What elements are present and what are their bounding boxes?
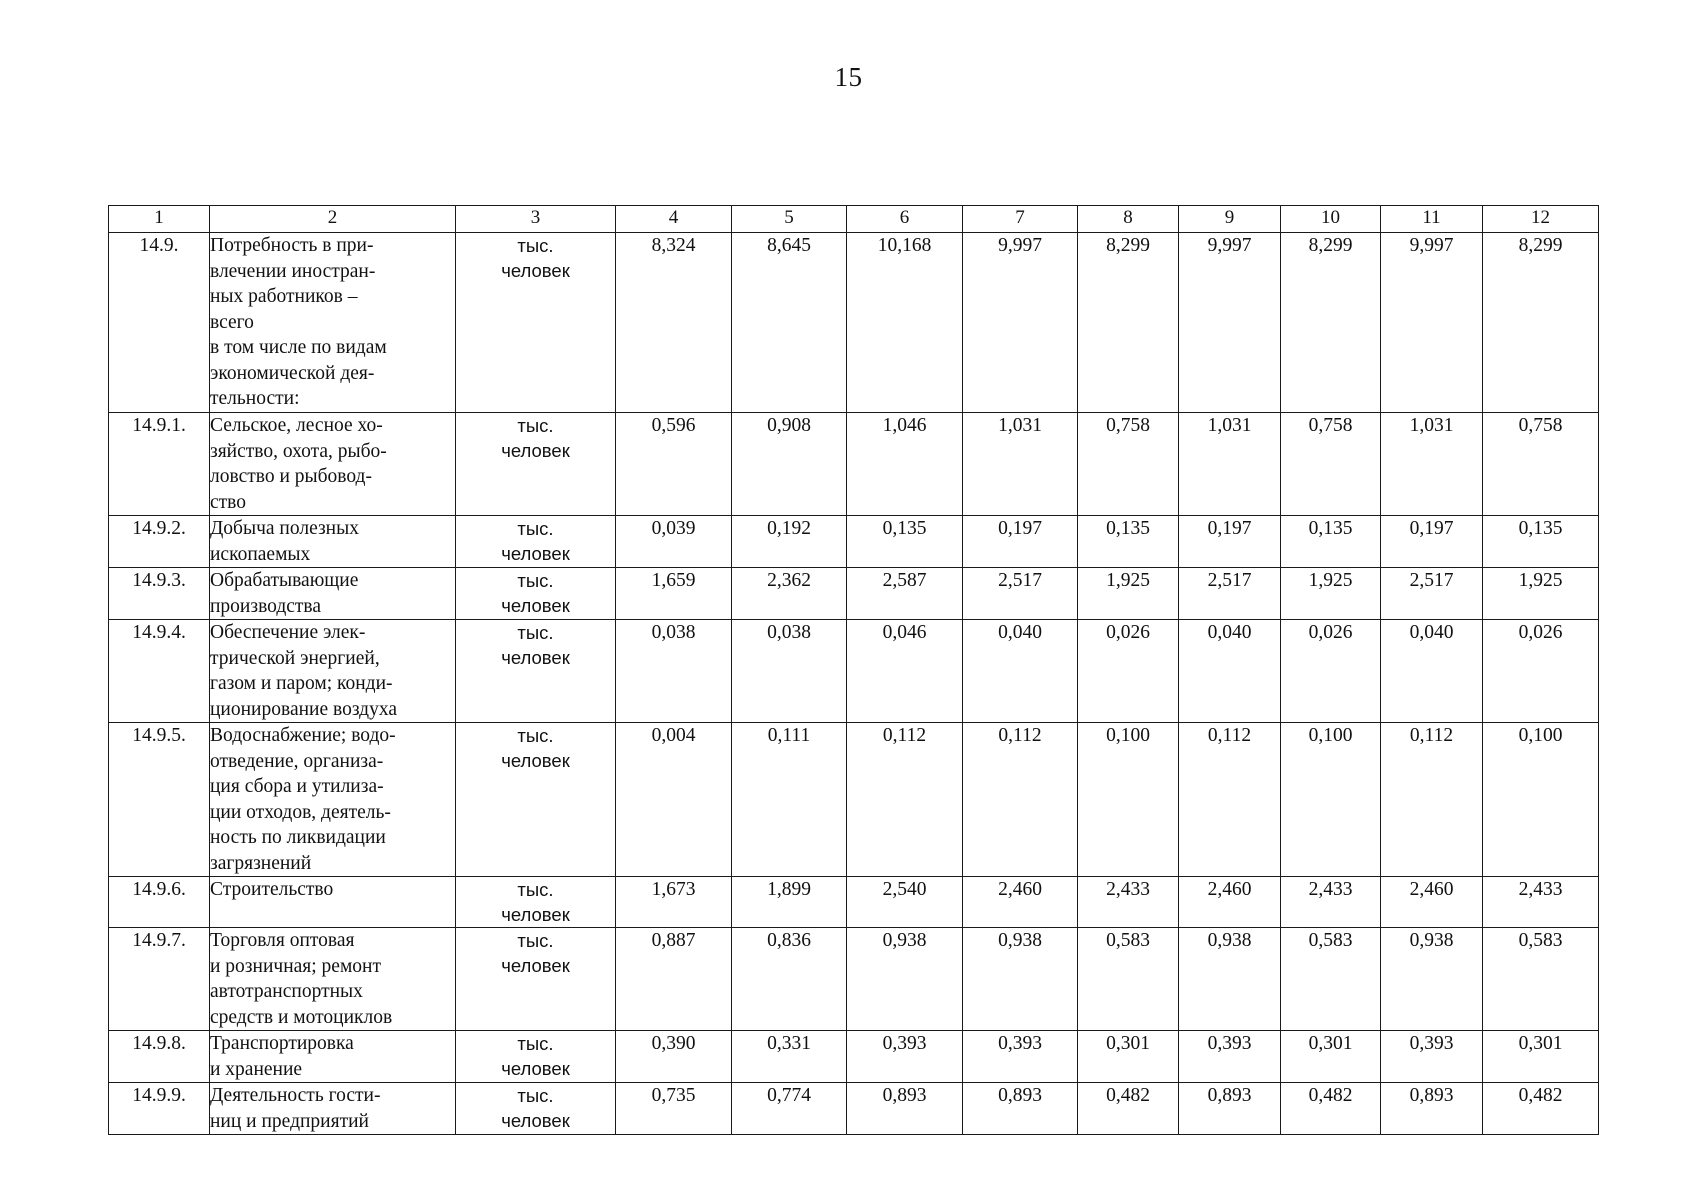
value-cell: 0,908 bbox=[732, 413, 847, 516]
table-row bbox=[109, 1031, 1599, 1083]
value-cell: 2,517 bbox=[1381, 568, 1483, 620]
row-name-line: ных работников – bbox=[210, 286, 358, 307]
row-unit-line: тыс. bbox=[517, 622, 554, 643]
row-unit-line: тыс. bbox=[517, 1085, 554, 1106]
row-name-line: Торговля оптовая bbox=[210, 930, 355, 951]
row-name bbox=[210, 1031, 456, 1083]
table-row bbox=[109, 233, 1599, 413]
row-name-line: ископаемых bbox=[210, 543, 311, 565]
value-cell: 0,100 bbox=[1078, 723, 1179, 877]
row-unit-line: человек bbox=[501, 1110, 570, 1131]
row-name-line: Сельское, лесное хо- bbox=[210, 415, 383, 436]
value-cell: 0,026 bbox=[1483, 620, 1599, 723]
column-number-header: 9 bbox=[1179, 206, 1281, 233]
value-cell: 0,301 bbox=[1483, 1031, 1599, 1083]
value-cell: 0,735 bbox=[616, 1083, 732, 1135]
column-number-header: 4 bbox=[616, 206, 732, 233]
row-name-line: влечении иностран- bbox=[210, 260, 376, 282]
value-cell: 8,324 bbox=[616, 233, 732, 413]
value-cell: 0,197 bbox=[963, 516, 1078, 568]
column-number-header: 2 bbox=[210, 206, 456, 233]
value-cell: 0,112 bbox=[963, 723, 1078, 877]
row-name-line: зяйство, охота, рыбо- bbox=[210, 440, 387, 462]
table-row bbox=[109, 1083, 1599, 1135]
row-unit bbox=[456, 516, 616, 568]
table-row bbox=[109, 877, 1599, 928]
row-unit bbox=[456, 568, 616, 620]
value-cell: 2,460 bbox=[1381, 877, 1483, 928]
row-unit-line: тыс. bbox=[517, 1033, 554, 1054]
column-number-row bbox=[109, 206, 1599, 233]
row-name-line: Водоснабжение; водо- bbox=[210, 725, 396, 746]
value-cell: 2,362 bbox=[732, 568, 847, 620]
value-cell: 1,031 bbox=[1381, 413, 1483, 516]
value-cell: 0,583 bbox=[1281, 928, 1381, 1031]
row-code: 14.9.3. bbox=[109, 568, 210, 620]
value-cell: 9,997 bbox=[1179, 233, 1281, 413]
table-row bbox=[109, 568, 1599, 620]
value-cell: 2,460 bbox=[1179, 877, 1281, 928]
row-name bbox=[210, 928, 456, 1031]
row-name bbox=[210, 516, 456, 568]
value-cell: 0,893 bbox=[1179, 1083, 1281, 1135]
row-name bbox=[210, 568, 456, 620]
value-cell: 0,393 bbox=[1179, 1031, 1281, 1083]
column-number-header: 3 bbox=[456, 206, 616, 233]
row-code: 14.9.2. bbox=[109, 516, 210, 568]
value-cell: 0,112 bbox=[1179, 723, 1281, 877]
value-cell: 0,038 bbox=[616, 620, 732, 723]
row-name-line: ционирование воздуха bbox=[210, 698, 397, 720]
value-cell: 0,301 bbox=[1281, 1031, 1381, 1083]
value-cell: 0,135 bbox=[1281, 516, 1381, 568]
row-unit-line: тыс. bbox=[517, 879, 554, 900]
row-name-line: ловство и рыбовод- bbox=[210, 466, 372, 487]
value-cell: 2,460 bbox=[963, 877, 1078, 928]
row-unit-line: тыс. bbox=[517, 570, 554, 591]
value-cell: 1,673 bbox=[616, 877, 732, 928]
row-unit bbox=[456, 233, 616, 413]
value-cell: 0,197 bbox=[1179, 516, 1281, 568]
value-cell: 0,390 bbox=[616, 1031, 732, 1083]
value-cell: 0,938 bbox=[847, 928, 963, 1031]
row-name-line: и хранение bbox=[210, 1058, 303, 1080]
row-unit-line: человек bbox=[501, 440, 570, 461]
value-cell: 1,925 bbox=[1281, 568, 1381, 620]
value-cell: 0,039 bbox=[616, 516, 732, 568]
table-row bbox=[109, 620, 1599, 723]
row-name-line: Строительство bbox=[210, 879, 334, 900]
value-cell: 9,997 bbox=[963, 233, 1078, 413]
row-code: 14.9.8. bbox=[109, 1031, 210, 1083]
row-code: 14.9.4. bbox=[109, 620, 210, 723]
value-cell: 0,583 bbox=[1483, 928, 1599, 1031]
value-cell: 2,517 bbox=[963, 568, 1078, 620]
value-cell: 0,135 bbox=[1078, 516, 1179, 568]
row-name-line: в том числе по видам bbox=[210, 337, 387, 358]
value-cell: 0,197 bbox=[1381, 516, 1483, 568]
value-cell: 0,040 bbox=[1381, 620, 1483, 723]
row-unit bbox=[456, 413, 616, 516]
value-cell: 0,040 bbox=[1179, 620, 1281, 723]
row-code: 14.9.9. bbox=[109, 1083, 210, 1135]
value-cell: 8,299 bbox=[1281, 233, 1381, 413]
row-name-line: автотранспортных bbox=[210, 981, 363, 1002]
value-cell: 0,301 bbox=[1078, 1031, 1179, 1083]
row-unit-line: человек bbox=[501, 543, 570, 564]
row-name-line: экономической дея- bbox=[210, 362, 375, 384]
value-cell: 2,433 bbox=[1483, 877, 1599, 928]
column-number-header: 1 bbox=[109, 206, 210, 233]
row-unit-line: тыс. bbox=[517, 518, 554, 539]
row-unit-line: человек bbox=[501, 595, 570, 616]
value-cell: 2,540 bbox=[847, 877, 963, 928]
row-unit-line: тыс. bbox=[517, 235, 554, 256]
value-cell: 10,168 bbox=[847, 233, 963, 413]
value-cell: 0,938 bbox=[1381, 928, 1483, 1031]
value-cell: 0,038 bbox=[732, 620, 847, 723]
value-cell: 0,758 bbox=[1281, 413, 1381, 516]
value-cell: 0,135 bbox=[1483, 516, 1599, 568]
table-row bbox=[109, 516, 1599, 568]
value-cell: 0,938 bbox=[1179, 928, 1281, 1031]
value-cell: 0,887 bbox=[616, 928, 732, 1031]
value-cell: 1,659 bbox=[616, 568, 732, 620]
row-name-line: Деятельность гости- bbox=[210, 1085, 381, 1106]
row-name bbox=[210, 1083, 456, 1135]
row-unit-line: человек bbox=[501, 904, 570, 925]
data-table bbox=[108, 205, 1599, 1135]
value-cell: 0,112 bbox=[1381, 723, 1483, 877]
row-name bbox=[210, 877, 456, 928]
value-cell: 0,393 bbox=[963, 1031, 1078, 1083]
column-number-header: 6 bbox=[847, 206, 963, 233]
table-row bbox=[109, 723, 1599, 877]
row-name-line: ность по ликвидации bbox=[210, 827, 386, 848]
row-code: 14.9.7. bbox=[109, 928, 210, 1031]
row-unit-line: человек bbox=[501, 647, 570, 668]
row-name-line: тельности: bbox=[210, 388, 300, 409]
row-code: 14.9.5. bbox=[109, 723, 210, 877]
row-name-line: отведение, организа- bbox=[210, 750, 384, 772]
row-unit bbox=[456, 620, 616, 723]
value-cell: 0,026 bbox=[1281, 620, 1381, 723]
value-cell: 2,587 bbox=[847, 568, 963, 620]
value-cell: 0,758 bbox=[1483, 413, 1599, 516]
row-name bbox=[210, 233, 456, 413]
column-number-header: 10 bbox=[1281, 206, 1381, 233]
value-cell: 0,331 bbox=[732, 1031, 847, 1083]
row-name-line: Обрабатывающие bbox=[210, 570, 359, 591]
value-cell: 0,135 bbox=[847, 516, 963, 568]
row-name-line: ство bbox=[210, 491, 247, 513]
value-cell: 0,482 bbox=[1281, 1083, 1381, 1135]
row-name-line: газом и паром; конди- bbox=[210, 673, 393, 694]
row-unit-line: человек bbox=[501, 955, 570, 976]
value-cell: 0,004 bbox=[616, 723, 732, 877]
value-cell: 0,938 bbox=[963, 928, 1078, 1031]
value-cell: 1,031 bbox=[1179, 413, 1281, 516]
value-cell: 0,111 bbox=[732, 723, 847, 877]
row-unit-line: тыс. bbox=[517, 930, 554, 951]
value-cell: 0,774 bbox=[732, 1083, 847, 1135]
value-cell: 1,925 bbox=[1078, 568, 1179, 620]
row-name-line: Обеспечение элек- bbox=[210, 622, 366, 643]
column-number-header: 11 bbox=[1381, 206, 1483, 233]
row-unit-line: человек bbox=[501, 750, 570, 771]
value-cell: 0,758 bbox=[1078, 413, 1179, 516]
value-cell: 0,100 bbox=[1483, 723, 1599, 877]
value-cell: 9,997 bbox=[1381, 233, 1483, 413]
row-unit-line: тыс. bbox=[517, 415, 554, 436]
value-cell: 1,046 bbox=[847, 413, 963, 516]
row-name-line: средств и мотоциклов bbox=[210, 1006, 393, 1028]
row-name-line: ции отходов, деятель- bbox=[210, 801, 391, 823]
column-number-header: 5 bbox=[732, 206, 847, 233]
value-cell: 0,192 bbox=[732, 516, 847, 568]
column-number-header: 12 bbox=[1483, 206, 1599, 233]
value-cell: 0,046 bbox=[847, 620, 963, 723]
value-cell: 0,893 bbox=[1381, 1083, 1483, 1135]
value-cell: 0,112 bbox=[847, 723, 963, 877]
table-row bbox=[109, 413, 1599, 516]
value-cell: 0,893 bbox=[963, 1083, 1078, 1135]
row-unit-line: человек bbox=[501, 1058, 570, 1079]
value-cell: 1,925 bbox=[1483, 568, 1599, 620]
row-code: 14.9. bbox=[109, 233, 210, 413]
row-name-line: Потребность в при- bbox=[210, 235, 374, 256]
value-cell: 8,299 bbox=[1483, 233, 1599, 413]
row-unit-line: тыс. bbox=[517, 725, 554, 746]
row-name bbox=[210, 413, 456, 516]
row-name-line: загрязнений bbox=[210, 852, 312, 874]
value-cell: 0,482 bbox=[1078, 1083, 1179, 1135]
value-cell: 0,893 bbox=[847, 1083, 963, 1135]
value-cell: 0,393 bbox=[847, 1031, 963, 1083]
row-name-line: ниц и предприятий bbox=[210, 1110, 369, 1132]
value-cell: 2,433 bbox=[1281, 877, 1381, 928]
column-number-header: 8 bbox=[1078, 206, 1179, 233]
value-cell: 0,836 bbox=[732, 928, 847, 1031]
row-unit bbox=[456, 1031, 616, 1083]
value-cell: 1,899 bbox=[732, 877, 847, 928]
column-number-header: 7 bbox=[963, 206, 1078, 233]
value-cell: 0,040 bbox=[963, 620, 1078, 723]
table-row bbox=[109, 928, 1599, 1031]
value-cell: 8,645 bbox=[732, 233, 847, 413]
row-name-line: трической энергией, bbox=[210, 647, 380, 669]
value-cell: 0,100 bbox=[1281, 723, 1381, 877]
row-code: 14.9.1. bbox=[109, 413, 210, 516]
row-code: 14.9.6. bbox=[109, 877, 210, 928]
value-cell: 0,393 bbox=[1381, 1031, 1483, 1083]
row-name-line: и розничная; ремонт bbox=[210, 955, 381, 977]
value-cell: 2,517 bbox=[1179, 568, 1281, 620]
value-cell: 0,482 bbox=[1483, 1083, 1599, 1135]
row-name-line: всего bbox=[210, 311, 254, 333]
row-name-line: Транспортировка bbox=[210, 1033, 354, 1054]
value-cell: 8,299 bbox=[1078, 233, 1179, 413]
row-name bbox=[210, 620, 456, 723]
row-unit bbox=[456, 928, 616, 1031]
value-cell: 0,583 bbox=[1078, 928, 1179, 1031]
row-name-line: Добыча полезных bbox=[210, 518, 359, 539]
row-name bbox=[210, 723, 456, 877]
row-unit bbox=[456, 877, 616, 928]
row-unit bbox=[456, 723, 616, 877]
row-name-line: производства bbox=[210, 595, 322, 617]
value-cell: 0,026 bbox=[1078, 620, 1179, 723]
value-cell: 2,433 bbox=[1078, 877, 1179, 928]
row-unit bbox=[456, 1083, 616, 1135]
page-number: 15 bbox=[834, 62, 863, 92]
row-name-line: ция сбора и утилиза- bbox=[210, 776, 384, 797]
row-unit-line: человек bbox=[501, 260, 570, 281]
value-cell: 0,596 bbox=[616, 413, 732, 516]
table-body bbox=[109, 233, 1599, 1135]
value-cell: 1,031 bbox=[963, 413, 1078, 516]
